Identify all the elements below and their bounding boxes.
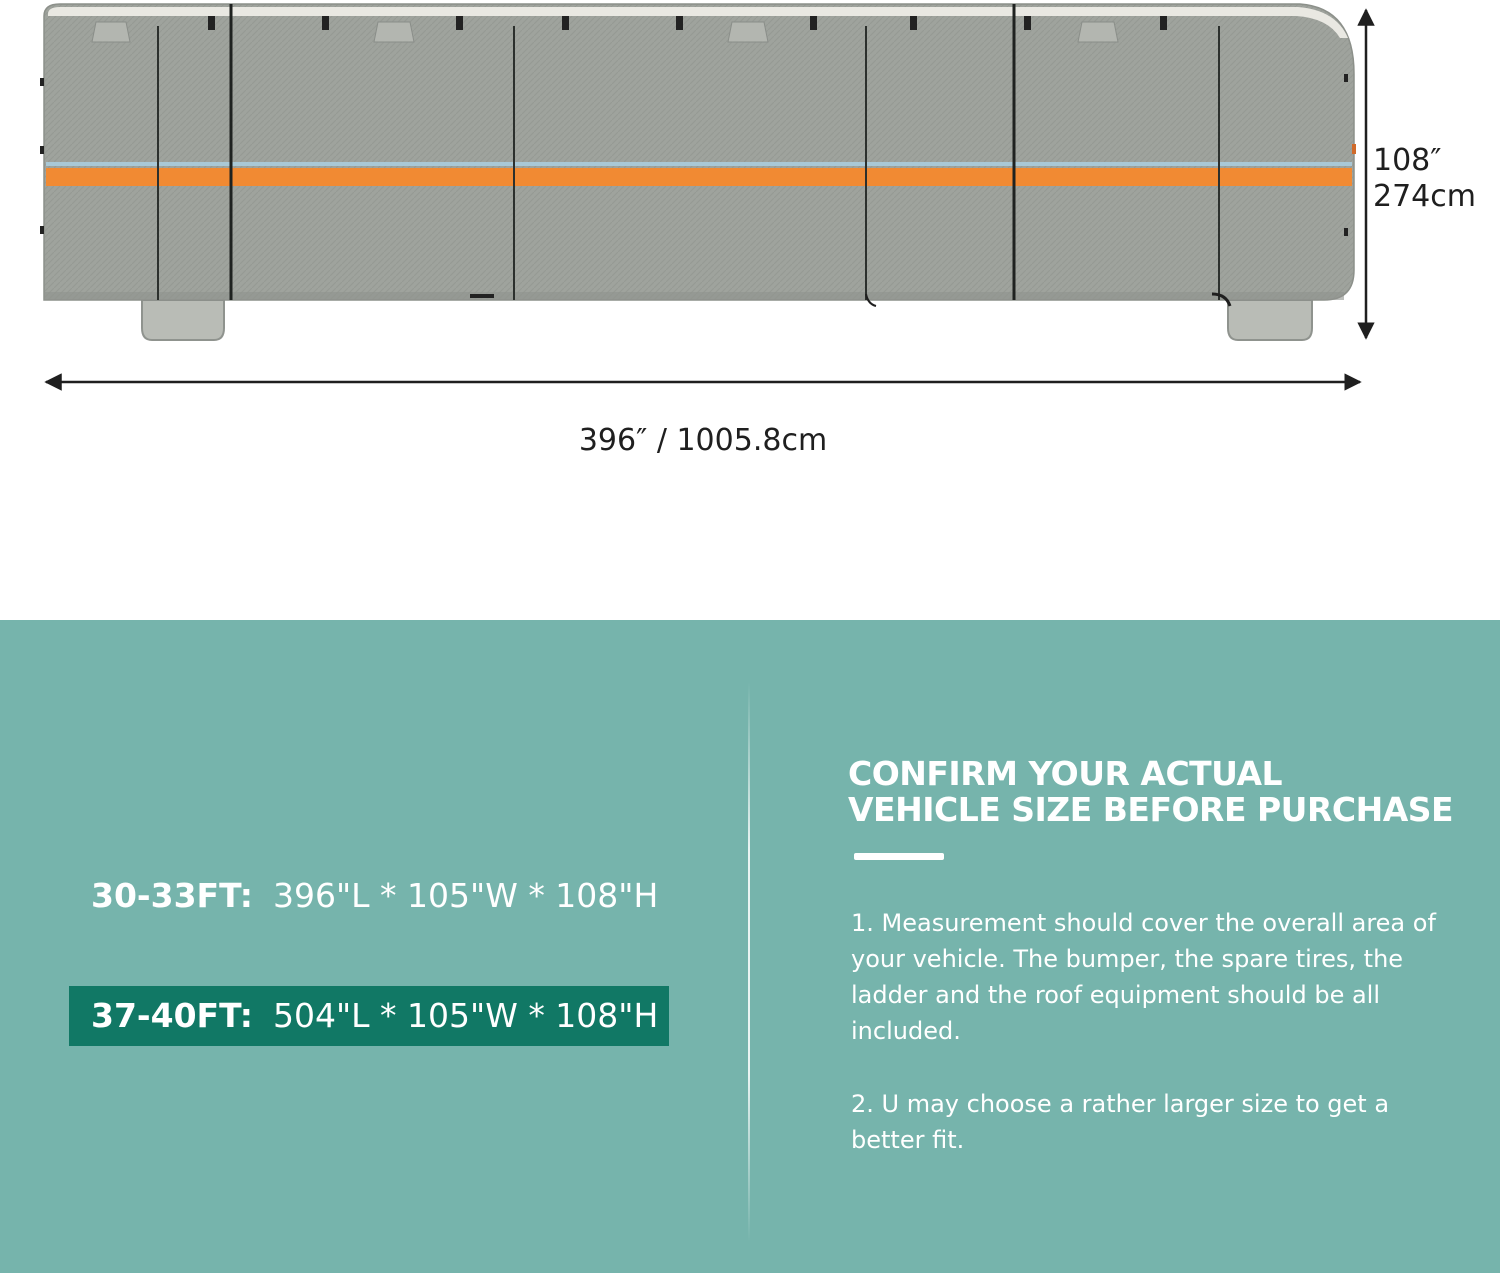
- measurement-note: 1. Measurement should cover the overall area of your vehicle. The bumper, the spare tires, the ladder and the roof equipment should be all included.: [851, 909, 1436, 1045]
- rv-cover-diagram: [0, 0, 1500, 620]
- size-label: 37-40FT:: [91, 996, 253, 1035]
- size-dimensions: 396"L * 105"W * 108"H: [273, 876, 659, 915]
- confirm-size-heading: [848, 756, 1453, 828]
- size-row-37-40ft-highlighted: [69, 986, 669, 1046]
- size-row-30-33ft: [69, 866, 669, 926]
- heading-underline: [854, 853, 944, 860]
- size-choice-note: 2. U may choose a rather larger size to get a better fit.: [851, 1090, 1390, 1154]
- height-inch-label: 108″: [1373, 143, 1442, 178]
- panel-divider: [748, 682, 750, 1242]
- size-label: 30-33FT:: [91, 876, 253, 915]
- height-cm-label: 274cm: [1373, 179, 1476, 214]
- info-panel: [0, 620, 1500, 1273]
- heading-line-1: CONFIRM YOUR ACTUAL: [848, 754, 1283, 793]
- size-dimensions: 504"L * 105"W * 108"H: [273, 996, 659, 1035]
- heading-line-2: VEHICLE SIZE BEFORE PURCHASE: [848, 790, 1454, 829]
- rv-cover-side-view-icon: [40, 4, 1356, 340]
- length-label: 396″ / 1005.8cm: [578, 423, 828, 458]
